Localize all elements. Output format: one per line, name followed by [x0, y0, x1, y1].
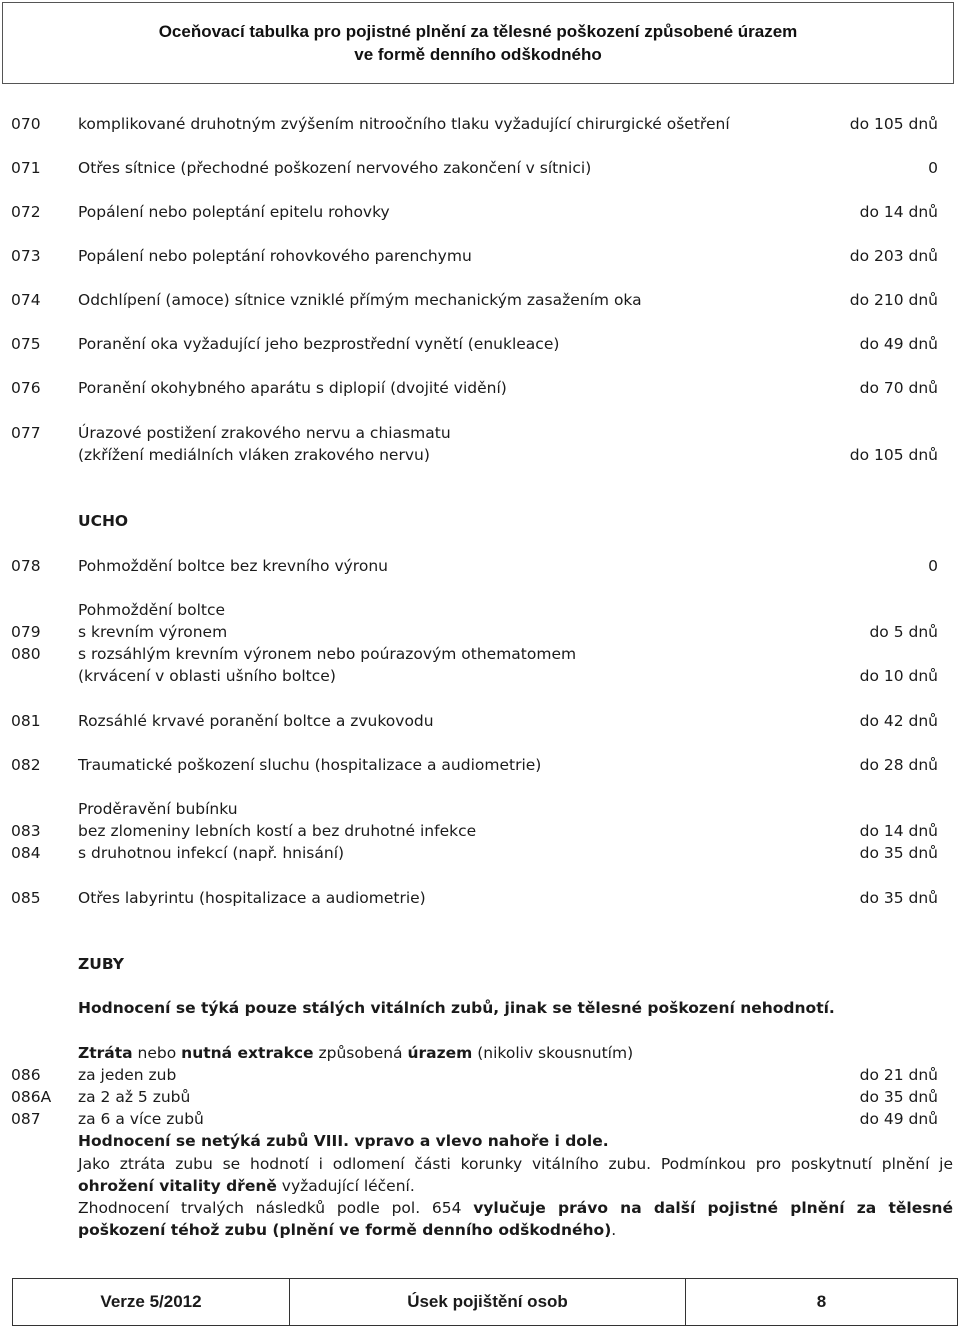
row-text: s druhotnou infekcí (např. hnisání): [78, 844, 345, 862]
section-heading-ucho: UCHO: [78, 512, 129, 530]
row-text: Poranění oka vyžadující jeho bezprostřední vynětí (enukleace): [78, 335, 560, 353]
row-code: 075: [11, 335, 41, 353]
section-heading-zuby: ZUBY: [78, 955, 125, 973]
row-value: do 105 dnů: [849, 446, 938, 464]
row-code: 078: [11, 557, 41, 575]
row-value: do 203 dnů: [849, 247, 938, 265]
para-bold: ohrožení vitality dřeně: [78, 1177, 277, 1195]
row-text: Rozsáhlé krvavé poranění boltce a zvukovodu: [78, 712, 434, 730]
row-code: 084: [11, 844, 41, 862]
document-footer: [12, 1278, 958, 1326]
row-text: komplikované druhotným zvýšením nitroočního tlaku vyžadující chirurgické ošetření: [78, 115, 730, 133]
intro-text: nebo: [132, 1044, 182, 1062]
row-value: do 70 dnů: [859, 379, 938, 397]
row-text: za 2 až 5 zubů: [78, 1088, 191, 1106]
row-code: 074: [11, 291, 41, 309]
row-value: do 42 dnů: [859, 712, 938, 730]
zuby-exclusion: Hodnocení se netýká zubů VIII. vpravo a vlevo nahoře i dole.: [78, 1132, 609, 1150]
zuby-intro: [78, 1043, 633, 1063]
row-value: do 14 dnů: [859, 822, 938, 840]
para-text: Jako ztráta zubu se hodnotí i odlomení části korunky vitálního zubu. Podmínkou pro poskytnutí plnění je: [78, 1155, 953, 1173]
row-code: 080: [11, 645, 41, 663]
row-code: 083: [11, 822, 41, 840]
row-code: 087: [11, 1110, 41, 1128]
row-text: Traumatické poškození sluchu (hospitalizace a audiometrie): [78, 756, 542, 774]
row-code: 076: [11, 379, 41, 397]
footer-department: Úsek pojištění osob: [290, 1279, 686, 1325]
row-text: Otřes sítnice (přechodné poškození nervového zakončení v sítnici): [78, 159, 592, 177]
row-value: do 10 dnů: [859, 667, 938, 685]
row-value: do 35 dnů: [859, 889, 938, 907]
row-code: 073: [11, 247, 41, 265]
intro-bold: nutná extrakce: [181, 1044, 314, 1062]
zuby-paragraph-vitality: [78, 1153, 953, 1197]
row-text: za 6 a více zubů: [78, 1110, 204, 1128]
row-text: Úrazové postižení zrakového nervu a chiasmatu: [78, 424, 451, 442]
row-code: 082: [11, 756, 41, 774]
para-text: vyžadující léčení.: [276, 1177, 415, 1195]
row-value: do 49 dnů: [859, 335, 938, 353]
footer-page-number: 8: [816, 1292, 827, 1311]
row-value: 0: [928, 557, 938, 575]
row-code: 086A: [11, 1088, 52, 1106]
row-code: 079: [11, 623, 41, 641]
row-value: do 35 dnů: [859, 1088, 938, 1106]
row-value: do 5 dnů: [869, 623, 938, 641]
intro-text: (nikoliv skousnutím): [472, 1044, 634, 1062]
row-value: do 35 dnů: [859, 844, 938, 862]
row-value: do 210 dnů: [849, 291, 938, 309]
header-title-line2: ve formě denního odškodného: [354, 45, 602, 64]
row-text: bez zlomeniny lebních kostí a bez druhotné infekce: [78, 822, 477, 840]
row-code: 071: [11, 159, 41, 177]
zuby-paragraph-permanent: [78, 1197, 953, 1241]
row-text: za jeden zub: [78, 1066, 177, 1084]
row-code: 086: [11, 1066, 41, 1084]
row-value: do 49 dnů: [859, 1110, 938, 1128]
row-text: s rozsáhlým krevním výronem nebo poúrazovým othematomem: [78, 645, 577, 663]
row-text: Popálení nebo poleptání rohovkového parenchymu: [78, 247, 472, 265]
header-title-line1: Oceňovací tabulka pro pojistné plnění za tělesné poškození způsobené úrazem: [158, 22, 798, 41]
zuby-note: Hodnocení se týká pouze stálých vitálních zubů, jinak se tělesné poškození nehodnotí.: [78, 999, 835, 1017]
para-bold: vylučuje právo na další pojistné plnění za tělesné poškození téhož zubu (plnění ve formě denního odškodného): [78, 1199, 953, 1239]
row-text: Popálení nebo poleptání epitelu rohovky: [78, 203, 390, 221]
row-value: do 105 dnů: [849, 115, 938, 133]
para-text: .: [611, 1221, 617, 1239]
footer-version: Verze 5/2012: [13, 1279, 290, 1325]
row-value: do 28 dnů: [859, 756, 938, 774]
row-code: 072: [11, 203, 41, 221]
row-text-continued: (krvácení v oblasti ušního boltce): [78, 667, 336, 685]
document-header: [2, 2, 954, 84]
row-value: do 21 dnů: [859, 1066, 938, 1084]
row-text: Odchlípení (amoce) sítnice vzniklé přímým mechanickým zasažením oka: [78, 291, 642, 309]
group-intro: Pohmoždění boltce: [78, 601, 226, 619]
row-text: Poranění okohybného aparátu s diplopií (dvojité vidění): [78, 379, 507, 397]
para-text: Zhodnocení trvalých následků podle pol. 654: [78, 1199, 474, 1217]
row-code: 081: [11, 712, 41, 730]
row-code: 077: [11, 424, 41, 442]
row-value: 0: [928, 159, 938, 177]
intro-text: způsobená: [313, 1044, 408, 1062]
row-value: do 14 dnů: [859, 203, 938, 221]
row-text-continued: (zkřížení mediálních vláken zrakového nervu): [78, 446, 430, 464]
row-code: 070: [11, 115, 41, 133]
row-code: 085: [11, 889, 41, 907]
intro-bold: úrazem: [407, 1044, 473, 1062]
intro-bold: Ztráta: [78, 1044, 133, 1062]
row-text: Pohmoždění boltce bez krevního výronu: [78, 557, 388, 575]
row-text: Otřes labyrintu (hospitalizace a audiometrie): [78, 889, 426, 907]
group-intro: Proděravění bubínku: [78, 800, 238, 818]
row-text: s krevním výronem: [78, 623, 228, 641]
